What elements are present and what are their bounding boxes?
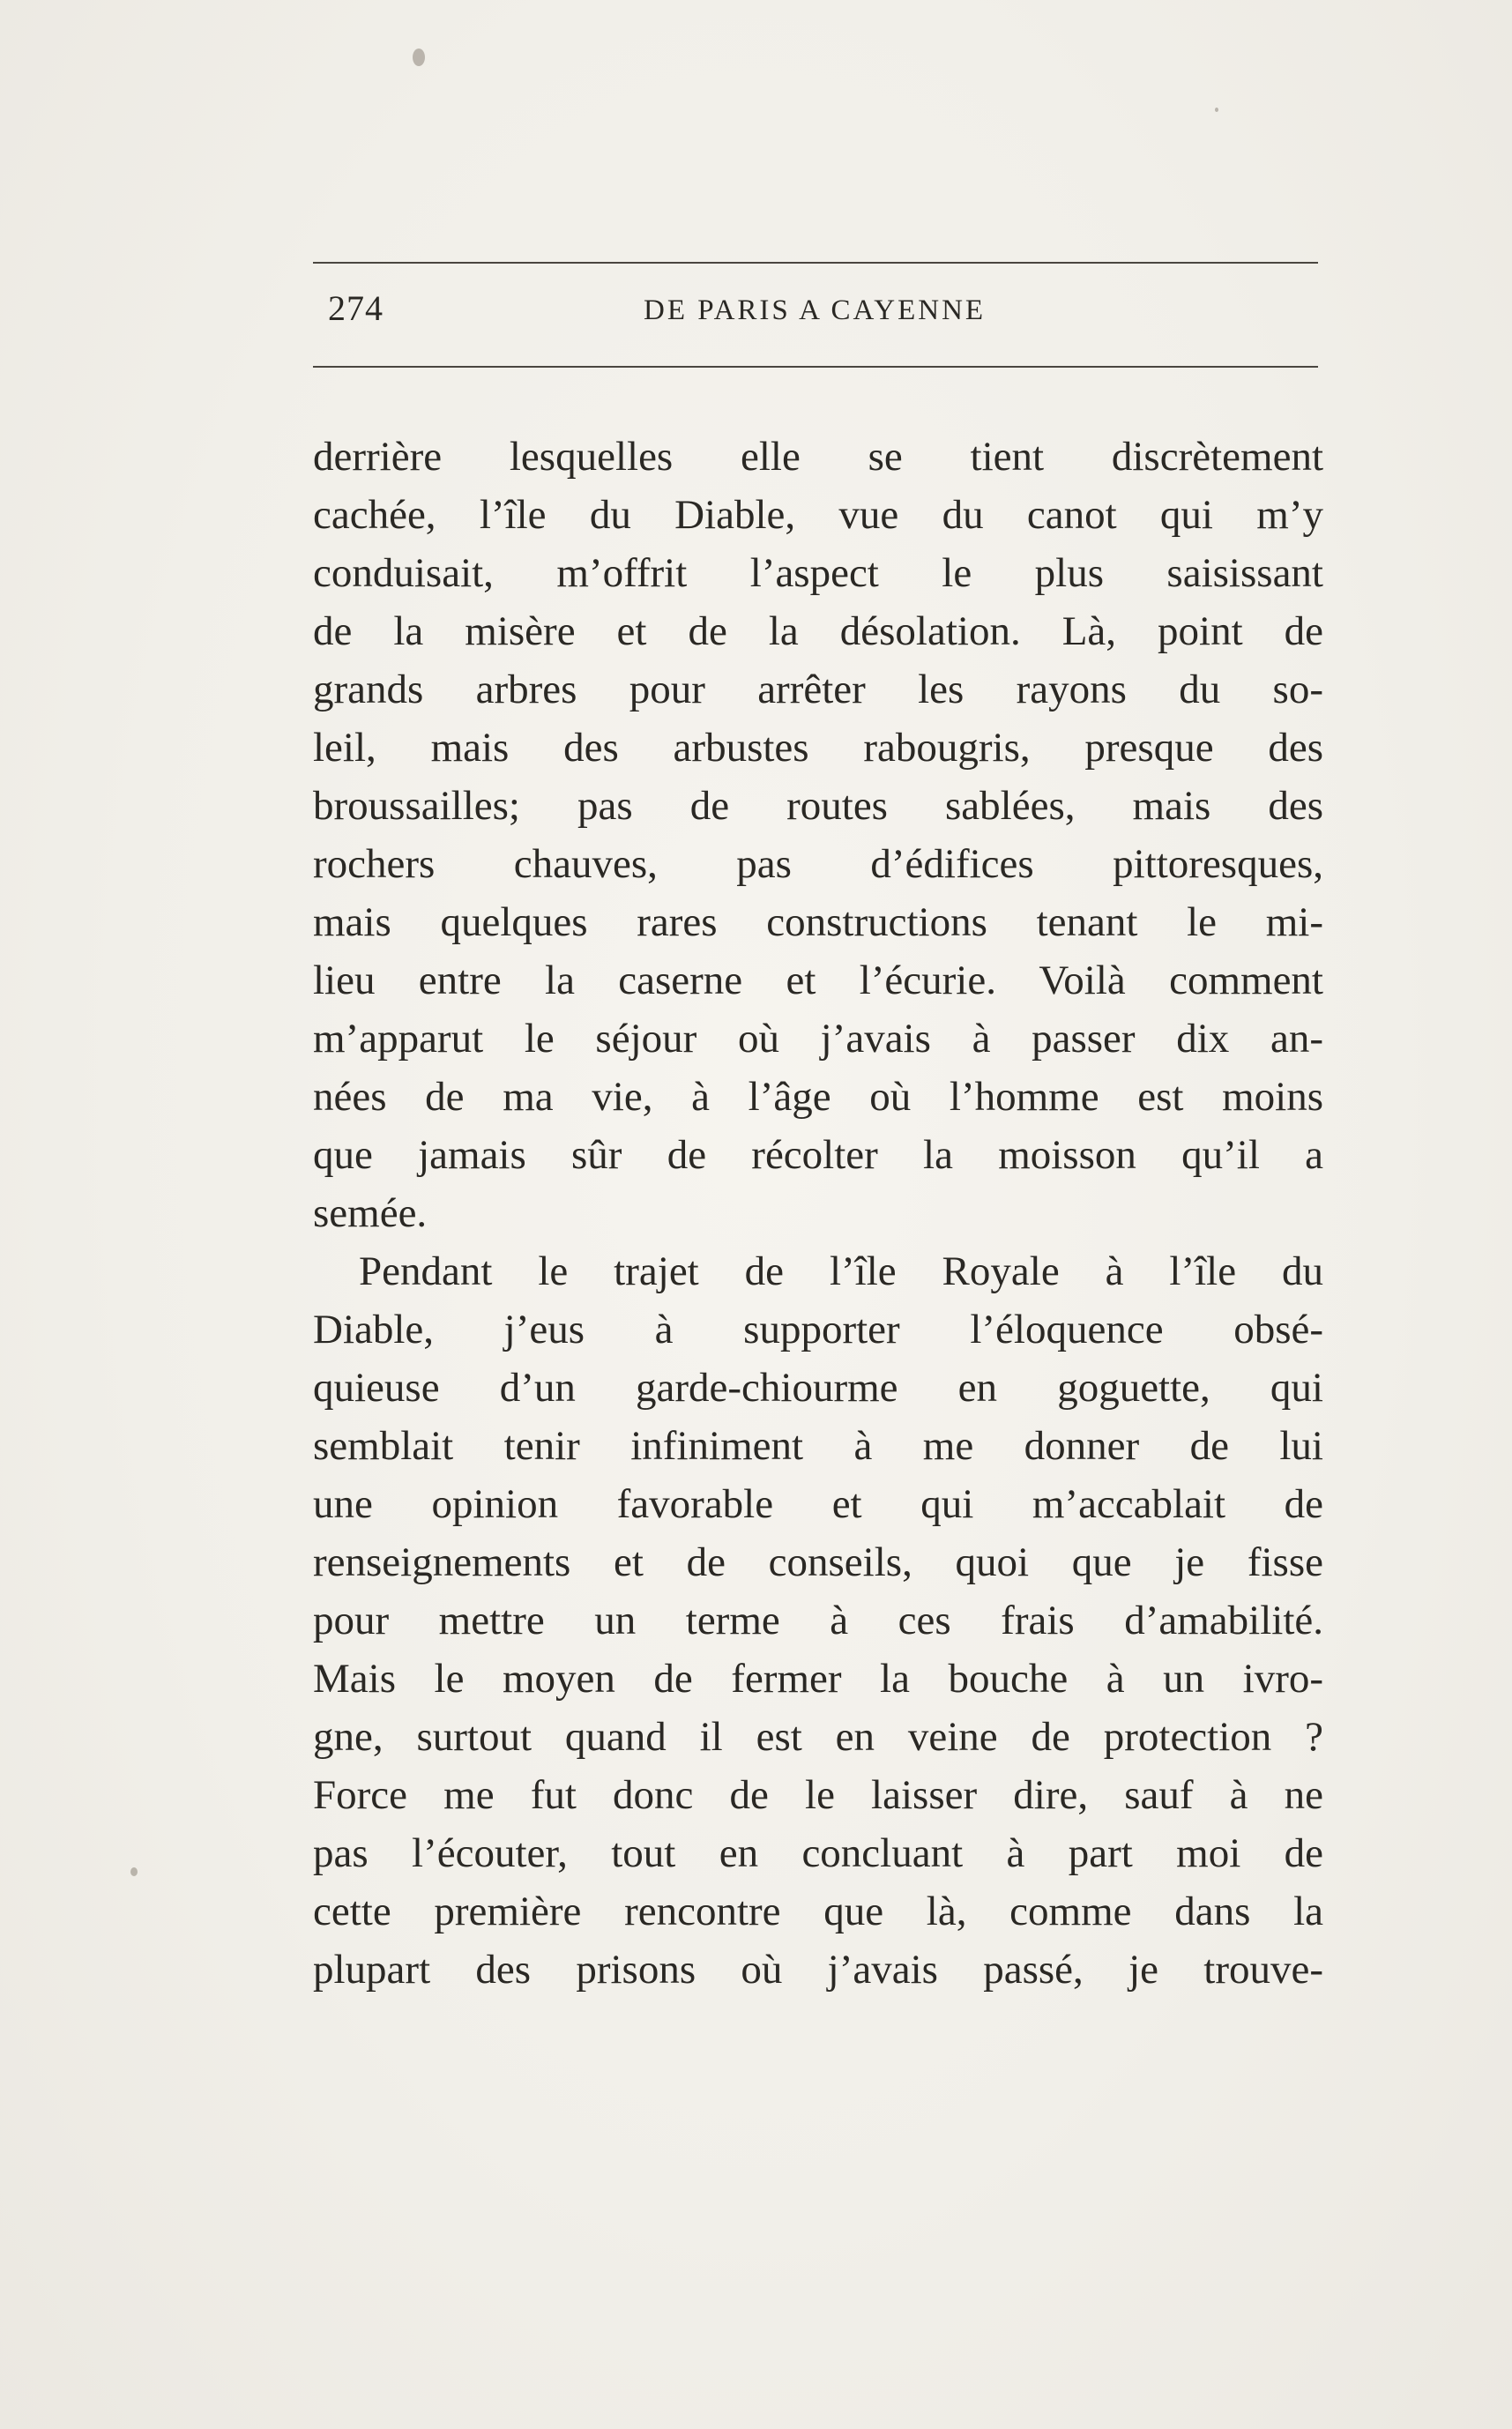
text-line: mais quelques rares constructions tenant le mi- (313, 899, 1323, 945)
text-line: quieuse d’un garde-chiourme en goguette, qui (313, 1365, 1323, 1411)
header-rule-bottom (313, 366, 1318, 368)
text-line: pas l’écouter, tout en concluant à part moi de (313, 1830, 1323, 1876)
text-line: Force me fut donc de le laisser dire, sauf à ne (313, 1772, 1323, 1818)
running-title: DE PARIS A CAYENNE (644, 294, 987, 326)
text-line: conduisait, m’offrit l’aspect le plus saisissant (313, 550, 1323, 596)
text-line: de la misère et de la désolation. Là, point de (313, 608, 1323, 654)
header-rule-top (313, 262, 1318, 264)
text-line: grands arbres pour arrêter les rayons du so- (313, 667, 1323, 712)
text-line: Mais le moyen de fermer la bouche à un ivro- (313, 1656, 1323, 1702)
text-line: cachée, l’île du Diable, vue du canot qui m’y (313, 492, 1323, 538)
text-line: leil, mais des arbustes rabougris, presque des (313, 725, 1323, 771)
text-line: que jamais sûr de récolter la moisson qu’il a (313, 1132, 1323, 1178)
text-line: m’apparut le séjour où j’avais à passer dix an- (313, 1016, 1323, 1062)
body-text (313, 428, 1323, 1999)
text-line: renseignements et de conseils, quoi que je fisse (313, 1539, 1323, 1585)
text-line: cette première rencontre que là, comme dans la (313, 1889, 1323, 1934)
text-line: semée. (313, 1190, 428, 1236)
text-line: gne, surtout quand il est en veine de protection ? (313, 1714, 1323, 1760)
paper-speck (130, 1867, 138, 1876)
text-line: Pendant le trajet de l’île Royale à l’île du (359, 1248, 1323, 1294)
text-line: pour mettre un terme à ces frais d’amabilité. (313, 1598, 1323, 1643)
text-line: une opinion favorable et qui m’accablait de (313, 1481, 1323, 1527)
text-line: derrière lesquelles elle se tient discrètement (313, 434, 1323, 480)
text-line: Diable, j’eus à supporter l’éloquence obsé- (313, 1307, 1323, 1352)
paper-speck (1215, 108, 1218, 112)
text-line: plupart des prisons où j’avais passé, je trouve- (313, 1947, 1323, 1993)
text-line: semblait tenir infiniment à me donner de lui (313, 1423, 1323, 1469)
text-line: rochers chauves, pas d’édifices pittoresques, (313, 841, 1323, 887)
text-line: nées de ma vie, à l’âge où l’homme est moins (313, 1074, 1323, 1120)
page-number: 274 (328, 288, 384, 328)
text-line: lieu entre la caserne et l’écurie. Voilà comment (313, 957, 1323, 1003)
paper-speck (413, 48, 425, 66)
text-line: broussailles; pas de routes sablées, mais des (313, 783, 1323, 829)
